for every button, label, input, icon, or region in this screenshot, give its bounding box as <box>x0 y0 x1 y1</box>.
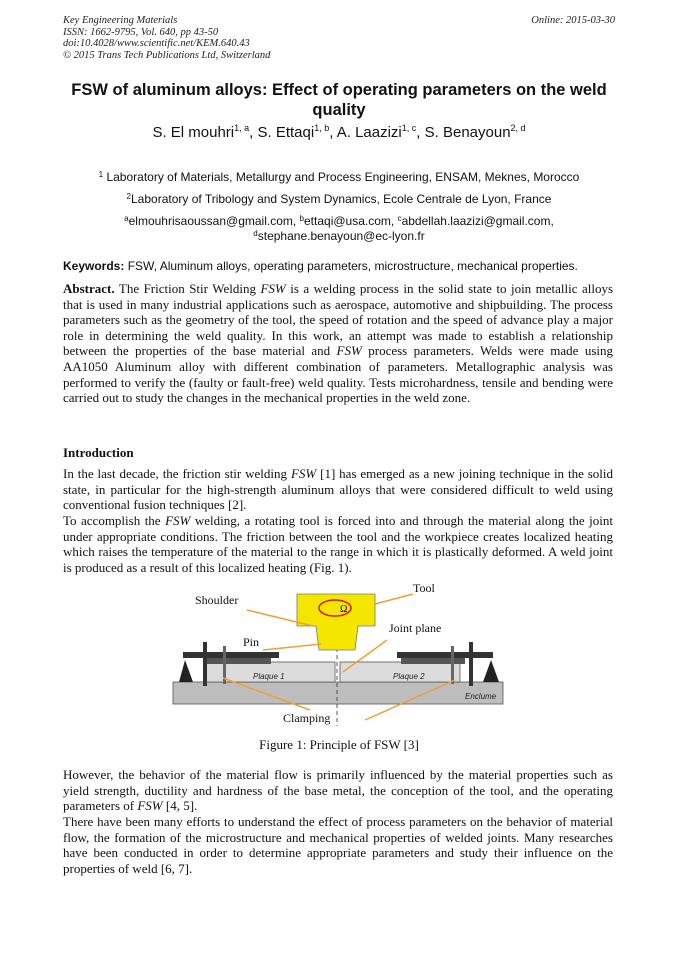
joint-plane-label: Joint plane <box>389 621 442 635</box>
bolt-right-2 <box>469 642 473 686</box>
journal-copyright: © 2015 Trans Tech Publications Ltd, Switzerland <box>63 49 271 61</box>
author-sup: 1, b <box>314 123 330 133</box>
email-sup: a <box>124 214 129 223</box>
affiliation-sup: 2 <box>126 192 131 201</box>
affiliation-sup: 1 <box>98 170 104 179</box>
abstract <box>63 281 613 406</box>
foot-right <box>483 660 499 682</box>
author-name: A. Laazizi <box>336 124 402 141</box>
journal-issn: ISSN: 1662-9795, Vol. 640, pp 43-50 <box>63 26 219 38</box>
intro-paragraph-3 <box>63 767 613 814</box>
author-name: S. El mouhri <box>152 124 235 141</box>
section-heading-introduction: Introduction <box>63 445 134 460</box>
keywords-text: FSW, Aluminum alloys, operating parameters, microstructure, mechanical properties. <box>127 259 578 273</box>
intro-paragraph-1 <box>63 466 613 513</box>
intro-text: welding, a rotating tool is forced into and through the material along the joint under appropriate conditions. The friction between the tool and the workpiece creates localized heating which raises the temperature of the material to the range in which it is plastically deformed. A weld joint is produced as a result of this localized heating (Fig. 1). <box>63 513 614 575</box>
keywords <box>63 259 623 273</box>
email-sup: d <box>253 229 258 238</box>
tool-arrow <box>375 594 413 604</box>
omega-label: Ω <box>340 604 348 615</box>
author-sup: 1, a <box>234 123 250 133</box>
bolt-left-1 <box>203 642 207 686</box>
clamp-top-right <box>397 652 493 658</box>
author-list: S. El mouhri$^{1, a}$, S. Ettaqi$^{1, b}$, A. Laazizi$^{1, c}$, S. Benayoun$^{2, d}$ <box>152 123 526 141</box>
intro-fsw: FSW <box>290 466 317 481</box>
clamp-top-left <box>183 652 279 658</box>
affiliation-text: Laboratory of Materials, Metallurgy and Process Engineering, ENSAM, Meknes, Morocco <box>106 170 580 184</box>
intro-text: [4, 5]. <box>165 798 198 814</box>
abstract-text: is a welding process in the solid state to join metallic alloys that is used in many industrial applications such as aerospace, automotive and shipbuilding. The process parameters such as the geometry of the tool, the speed of rotation and the speed of advance play a major role in determining the weld quality. In this work, an attempt was made to establish a relationship between the properties of the base material and <box>63 281 614 359</box>
enclume-label: Enclume <box>465 692 497 701</box>
journal-doi: doi:10.4028/www.scientific.net/KEM.640.43 <box>63 38 250 50</box>
clamping-label: Clamping <box>283 711 331 725</box>
intro-fsw: FSW <box>137 798 163 814</box>
bolt-right-1 <box>451 646 454 684</box>
email-sup: c <box>397 214 402 223</box>
affiliation-1 <box>0 170 678 184</box>
abstract-text: The Friction Stir Welding <box>118 281 256 296</box>
abstract-label: Abstract. <box>63 281 115 296</box>
paper-title: FSW of aluminum alloys: Effect of operating parameters on the weld quality <box>71 81 607 119</box>
online-date: Online: 2015-03-30 <box>531 15 615 26</box>
plaque-2-label: Plaque 2 <box>393 672 425 681</box>
email-line-1: $^a$elmouhrisaoussan@gmail.com, $^b$ettaqi@usa.com, $^c$abdellah.laazizi@gmail.com, <box>124 214 554 228</box>
intro-text: In the last decade, the friction stir welding <box>63 466 288 481</box>
foot-left <box>179 660 193 682</box>
anvil-shape <box>173 682 503 704</box>
email-line-2 <box>0 229 678 243</box>
author-sup: 2, d <box>510 123 526 133</box>
abstract-fsw: FSW <box>336 343 362 359</box>
author-name: S. Ettaqi <box>257 124 315 141</box>
email-link[interactable]: elmouhrisaoussan@gmail.com <box>128 214 293 228</box>
abstract-fsw: FSW <box>260 281 286 296</box>
intro-paragraph-2 <box>63 513 613 575</box>
plaque-1-label: Plaque 1 <box>253 672 285 681</box>
pin-label: Pin <box>243 635 260 649</box>
fsw-principle-figure <box>165 580 513 730</box>
abstract-text: process parameters. Welds were made using AA1050 Aluminum alloy with different combination of parameters. Metallographic analysis was performed to verify the (faulty or fault-free) weld quality. Tests microhardness, tensile and bending were carried out to study the changes in the mechanical properties in the weld zone. <box>63 343 614 406</box>
journal-name: Key Engineering Materials <box>63 15 178 26</box>
email-link[interactable]: ettaqi@usa.com <box>304 214 391 228</box>
shoulder-label: Shoulder <box>195 593 239 607</box>
affiliation-2 <box>0 192 678 206</box>
tool-label: Tool <box>413 581 435 595</box>
author-sup: 1, c <box>401 123 417 133</box>
email-link[interactable]: stephane.benayoun@ec-lyon.fr <box>257 229 425 243</box>
email-link[interactable]: abdellah.laazizi@gmail.com <box>401 214 551 228</box>
intro-fsw: FSW <box>165 513 191 528</box>
intro-text: However, the behavior of the material flow is primarily influenced by the material properties such as yield strength, ductility and hardness of the base metal, the conception of the tool, and the operating parameters of <box>63 767 613 814</box>
tool-shape <box>297 594 375 650</box>
keywords-label: Keywords: <box>63 259 125 273</box>
journal-header <box>63 15 270 61</box>
author-name: S. Benayoun <box>424 124 511 141</box>
affiliation-text: Laboratory of Tribology and System Dynamics, Ecole Centrale de Lyon, France <box>131 192 552 206</box>
intro-text: [1] has emerged as a new joining technique in the solid state, in particular for the high-strength aluminum alloys that were considered difficult to weld using conventional fusion techniques [2]. <box>63 466 614 513</box>
email-sup: b <box>299 214 304 223</box>
intro-text: To accomplish the <box>63 513 161 528</box>
intro-paragraph-4: There have been many efforts to understand the effect of process parameters on the behavior of material flow, the formation of the microstructure and mechanical properties of welded joints. Many researches have been conducted in order to determine appropriate parameters and study their influence on the properties of weld [6, 7]. <box>63 814 613 876</box>
figure-caption: Figure 1: Principle of FSW [3] <box>259 737 419 752</box>
pin-arrow <box>263 644 321 650</box>
